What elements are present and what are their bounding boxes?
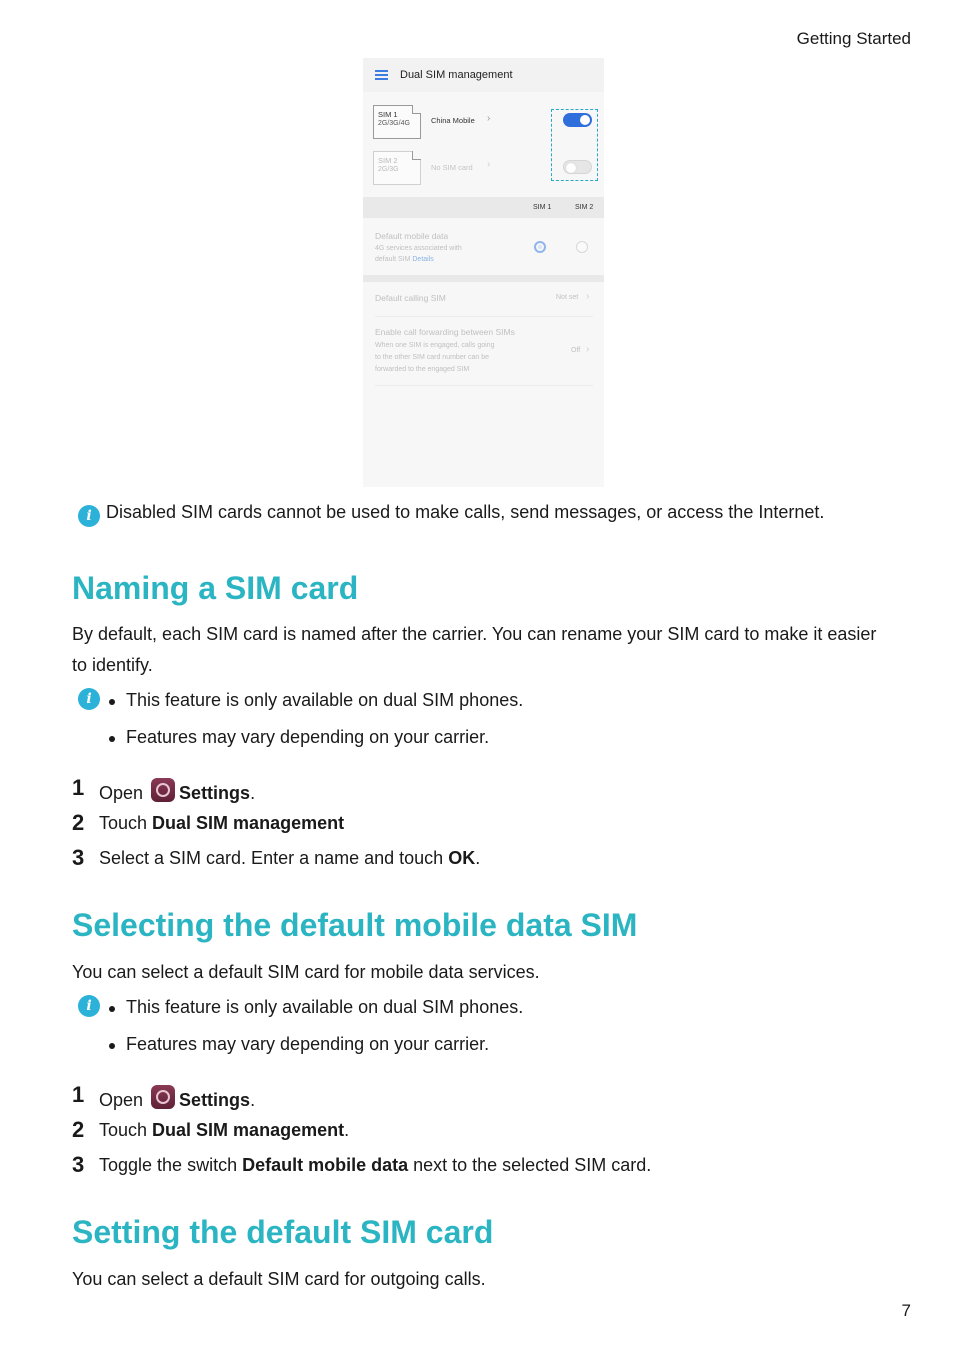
column-header-band [363, 197, 604, 218]
sim2-slot [373, 151, 421, 185]
default-mobile-data-title: Default mobile data [375, 231, 449, 241]
default-calling-title: Default calling SIM [375, 293, 446, 303]
call-forwarding-desc1: When one SIM is engaged, calls going [375, 342, 495, 349]
step-bold: Dual SIM management [152, 1120, 345, 1140]
sim1-network: 2G/3G/4G [378, 120, 410, 127]
sim2-label: SIM 2 [378, 156, 398, 165]
default-mobile-data-desc2 [375, 256, 434, 263]
note-disabled-sim: Disabled SIM cards cannot be used to make calls, send messages, or access the Internet. [106, 502, 825, 522]
naming-step-1 [99, 778, 255, 804]
step-bold: Dual SIM management [152, 813, 345, 833]
default-calling-value: Not set [556, 294, 579, 301]
heading-mobile-data-sim: Selecting the default mobile data SIM [72, 907, 638, 943]
naming-bullet-1: This feature is only available on dual SIM phones. [126, 690, 524, 710]
settings-app-icon [151, 1085, 175, 1109]
mobile-data-intro: You can select a default SIM card for mobile data services. [72, 962, 540, 982]
chevron-right-icon: › [586, 291, 590, 302]
heading-default-sim: Setting the default SIM card [72, 1214, 494, 1250]
bullet [109, 1006, 115, 1012]
mobile-data-step-3 [99, 1155, 651, 1176]
step-after: . [344, 1120, 350, 1140]
page-number: 7 [901, 1301, 911, 1320]
step-bold: Settings [179, 783, 251, 803]
step-bold: Default mobile data [242, 1155, 409, 1175]
column-sim2: SIM 2 [575, 204, 594, 211]
settings-app-icon [151, 778, 175, 802]
menu-icon [375, 70, 388, 80]
chevron-right-icon: › [487, 159, 491, 170]
call-forwarding-value: Off [571, 347, 581, 354]
step-bold: Settings [179, 1090, 251, 1110]
mobile-data-bullet-1: This feature is only available on dual SIM phones. [126, 997, 524, 1017]
bullet [109, 1043, 115, 1049]
chevron-right-icon: › [487, 113, 491, 124]
step-after: . [250, 783, 256, 803]
chevron-right-icon: › [586, 344, 590, 355]
sim2-radio [576, 241, 588, 253]
running-header: Getting Started [796, 29, 911, 48]
sim1-slot [373, 105, 421, 139]
default-mobile-data-desc: 4G services associated with [375, 245, 462, 252]
default-sim-intro: You can select a default SIM card for outgoing calls. [72, 1269, 486, 1289]
step-text: Touch [99, 1120, 153, 1140]
naming-step-2 [99, 813, 344, 834]
naming-bullet-2: Features may vary depending on your carrier. [126, 727, 490, 747]
mobile-data-bullet-2: Features may vary depending on your carrier. [126, 1034, 490, 1054]
sim1-toggle [563, 113, 592, 127]
step-after: . [475, 848, 481, 868]
info-icon: i [78, 505, 100, 527]
row-divider [375, 385, 593, 386]
info-icon: i [78, 688, 100, 710]
bullet [109, 736, 115, 742]
step-after: next to the selected SIM card. [408, 1155, 652, 1175]
sim2-network: 2G/3G [378, 166, 399, 173]
step-after: . [250, 1090, 256, 1110]
heading-naming-sim: Naming a SIM card [72, 570, 359, 606]
step-number: 3 [72, 845, 85, 870]
section-divider [363, 275, 604, 282]
sim1-label: SIM 1 [378, 110, 398, 119]
step-number: 3 [72, 1152, 85, 1177]
step-number: 1 [72, 775, 85, 800]
mobile-data-step-2 [99, 1120, 349, 1141]
step-bold: OK [448, 848, 476, 868]
column-sim1: SIM 1 [533, 204, 552, 211]
details-link: Details [412, 256, 434, 263]
call-forwarding-title: Enable call forwarding between SIMs [375, 327, 515, 337]
bullet [109, 699, 115, 705]
default-sim-text: default SIM [375, 256, 411, 263]
step-text: Select a SIM card. Enter a name and touch [99, 848, 449, 868]
dual-sim-screenshot [363, 58, 604, 487]
row-divider [375, 316, 593, 317]
screenshot-titlebar [363, 58, 604, 92]
sim2-carrier: No SIM card [431, 163, 473, 172]
sim1-carrier: China Mobile [431, 116, 475, 125]
call-forwarding-desc3: forwarded to the engaged SIM [375, 366, 470, 373]
sim2-toggle [563, 160, 592, 174]
step-number: 2 [72, 1117, 85, 1142]
step-text: Open [99, 783, 144, 803]
naming-step-3 [99, 848, 480, 869]
mobile-data-step-1 [99, 1085, 255, 1111]
step-text: Touch [99, 813, 153, 833]
naming-intro: By default, each SIM card is named after the carrier. You can rename your SIM card to make it easier to identify. [72, 624, 877, 675]
step-text: Toggle the switch [99, 1155, 243, 1175]
step-number: 1 [72, 1082, 85, 1107]
sim1-radio [534, 241, 546, 253]
info-icon: i [78, 995, 100, 1017]
call-forwarding-desc2: to the other SIM card number can be [375, 354, 490, 361]
screenshot-title: Dual SIM management [400, 69, 513, 81]
step-text: Open [99, 1090, 144, 1110]
step-number: 2 [72, 810, 85, 835]
